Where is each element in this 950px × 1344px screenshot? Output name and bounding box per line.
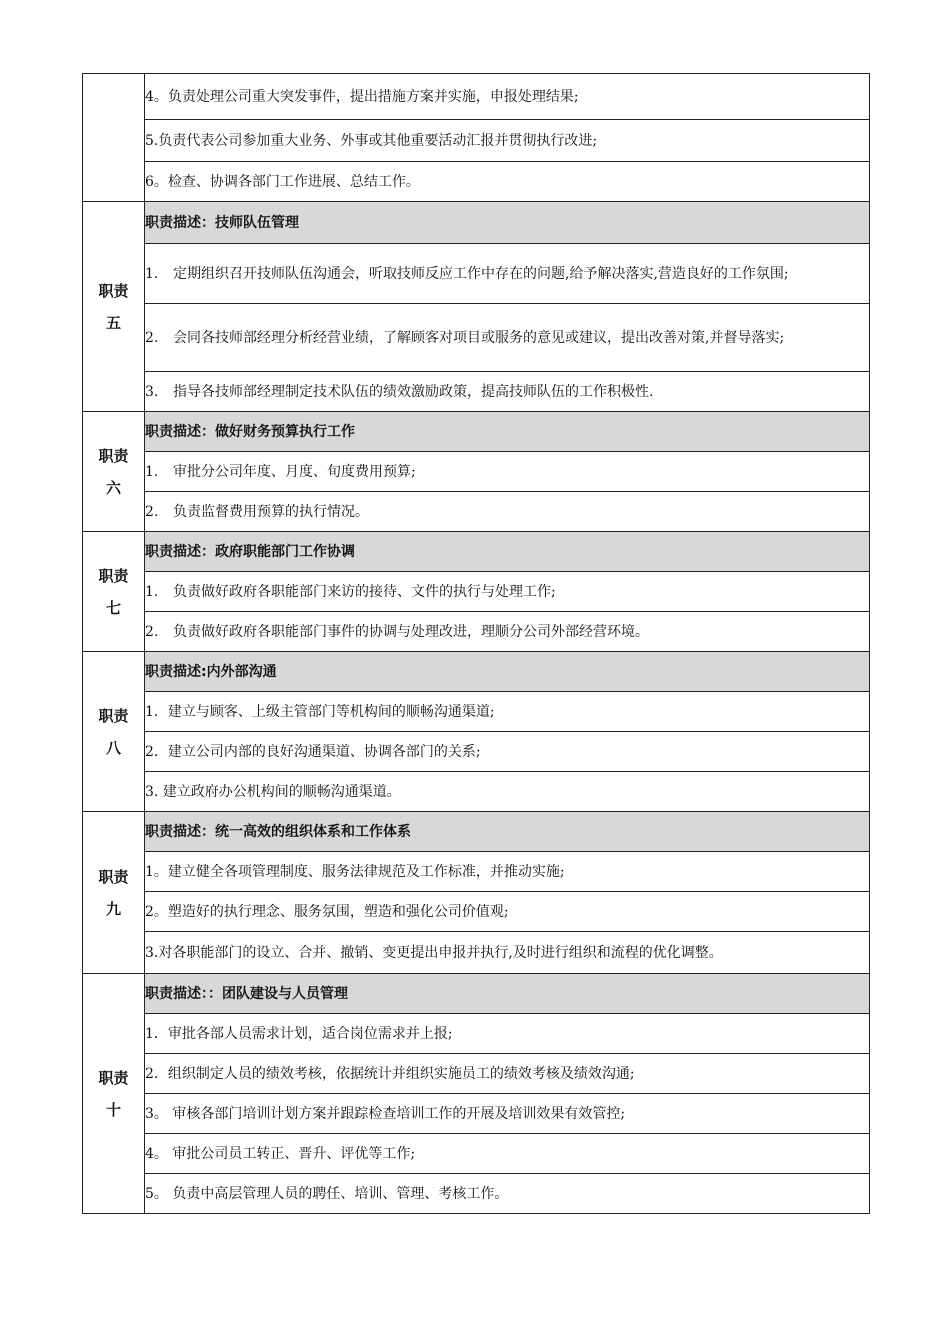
section-heading: 职责描述：政府职能部门工作协调 bbox=[145, 532, 870, 572]
duty-item-row bbox=[83, 732, 870, 772]
duty-item bbox=[145, 892, 870, 932]
section-heading: 职责描述：做好财务预算执行工作 bbox=[145, 412, 870, 452]
item-number: 2. bbox=[145, 503, 159, 520]
item-text: 审批分公司年度、月度、旬度费用预算; bbox=[173, 463, 416, 480]
duty-label bbox=[83, 74, 145, 202]
item-text: 负责做好政府各职能部门事件的协调与处理改进，理顺分公司外部经营环境。 bbox=[173, 623, 649, 640]
item-number: 3. bbox=[145, 383, 159, 400]
duty-item-row bbox=[83, 1094, 870, 1134]
duty-item-row bbox=[83, 492, 870, 532]
duty-item bbox=[145, 1094, 870, 1134]
item-text: 负责监督费用预算的执行情况。 bbox=[173, 503, 369, 520]
duty-item-row bbox=[83, 372, 870, 412]
duty-item-row bbox=[83, 304, 870, 372]
duty-table-body bbox=[83, 74, 870, 1214]
duty-item-row bbox=[83, 74, 870, 120]
duty-item bbox=[145, 1134, 870, 1174]
duty-item-row bbox=[83, 852, 870, 892]
item-text: 3. 建立政府办公机构间的顺畅沟通渠道。 bbox=[145, 783, 401, 800]
section-heading-row bbox=[83, 974, 870, 1014]
duty-label-line: 职责 bbox=[98, 1068, 129, 1087]
duty-label-line: 九 bbox=[105, 899, 121, 918]
item-text: 3。 审核各部门培训计划方案并跟踪检查培训工作的开展及培训效果有效管控; bbox=[145, 1105, 626, 1122]
item-number: 1. bbox=[145, 583, 159, 600]
duty-item-row bbox=[83, 1054, 870, 1094]
item-text: 4。负责处理公司重大突发事件，提出措施方案并实施，申报处理结果; bbox=[145, 88, 579, 105]
item-text: 会同各技师部经理分析经营业绩，了解顾客对项目或服务的意见或建议，提出改善对策,并督导落实; bbox=[173, 329, 785, 346]
item-text: 负责做好政府各职能部门来访的接待、文件的执行与处理工作; bbox=[173, 583, 556, 600]
duty-item-row bbox=[83, 162, 870, 202]
item-text: 1．建立与顾客、上级主管部门等机构间的顺畅沟通渠道; bbox=[145, 703, 495, 720]
duty-item bbox=[145, 852, 870, 892]
item-text: 定期组织召开技师队伍沟通会，听取技师反应工作中存在的问题,给予解决落实,营造良好的工作氛围; bbox=[173, 265, 789, 282]
item-number: 2. bbox=[145, 329, 159, 346]
item-text: 4。 审批公司员工转正、晋升、评优等工作; bbox=[145, 1145, 416, 1162]
section-heading: 职责描述:内外部沟通 bbox=[145, 652, 870, 692]
section-heading: 职责描述：技师队伍管理 bbox=[145, 202, 870, 244]
duty-label bbox=[83, 202, 145, 412]
duty-label bbox=[83, 532, 145, 652]
duty-item-row bbox=[83, 892, 870, 932]
duty-table bbox=[82, 73, 870, 1214]
duty-item bbox=[145, 932, 870, 974]
item-text: 指导各技师部经理制定技术队伍的绩效激励政策，提高技师队伍的工作积极性. bbox=[173, 383, 654, 400]
duty-item bbox=[145, 244, 870, 304]
duty-item bbox=[145, 162, 870, 202]
duty-item-row bbox=[83, 1134, 870, 1174]
item-number: 2. bbox=[145, 623, 159, 640]
duty-label-line: 五 bbox=[105, 313, 121, 332]
duty-item bbox=[145, 772, 870, 812]
duty-item bbox=[145, 692, 870, 732]
duty-item bbox=[145, 1174, 870, 1214]
item-number: 1. bbox=[145, 463, 159, 480]
section-heading-row bbox=[83, 812, 870, 852]
duty-item-row bbox=[83, 772, 870, 812]
duty-item bbox=[145, 492, 870, 532]
duty-label-line: 职责 bbox=[98, 446, 129, 465]
item-text: 2．组织制定人员的绩效考核，依据统计并组织实施员工的绩效考核及绩效沟通; bbox=[145, 1065, 635, 1082]
section-heading-row bbox=[83, 652, 870, 692]
item-text: 6。检查、协调各部门工作进展、总结工作。 bbox=[145, 173, 420, 190]
duty-item-row bbox=[83, 244, 870, 304]
item-text: 1．审批各部人员需求计划，适合岗位需求并上报; bbox=[145, 1025, 453, 1042]
section-heading-row bbox=[83, 532, 870, 572]
section-heading-row bbox=[83, 202, 870, 244]
duty-item bbox=[145, 732, 870, 772]
duty-label bbox=[83, 412, 145, 532]
item-text: 2．建立公司内部的良好沟通渠道、协调各部门的关系; bbox=[145, 743, 481, 760]
duty-item bbox=[145, 1014, 870, 1054]
duty-item-row bbox=[83, 1014, 870, 1054]
duty-label-line: 六 bbox=[105, 478, 121, 497]
duty-item-row bbox=[83, 692, 870, 732]
section-heading: 职责描述：：团队建设与人员管理 bbox=[145, 974, 870, 1014]
duty-label-line: 七 bbox=[105, 598, 121, 617]
duty-item-row bbox=[83, 452, 870, 492]
duty-item-row bbox=[83, 1174, 870, 1214]
duty-item bbox=[145, 372, 870, 412]
duty-label-line: 职责 bbox=[98, 281, 129, 300]
duty-item bbox=[145, 612, 870, 652]
duty-item-row bbox=[83, 932, 870, 974]
duty-item-row bbox=[83, 612, 870, 652]
duty-item bbox=[145, 120, 870, 162]
duty-item bbox=[145, 572, 870, 612]
duty-label bbox=[83, 974, 145, 1214]
duty-item bbox=[145, 1054, 870, 1094]
item-text: 5.负责代表公司参加重大业务、外事或其他重要活动汇报并贯彻执行改进; bbox=[145, 132, 598, 149]
duty-label-line: 职责 bbox=[98, 706, 129, 725]
section-heading: 职责描述：统一高效的组织体系和工作体系 bbox=[145, 812, 870, 852]
item-text: 5。 负责中高层管理人员的聘任、培训、管理、考核工作。 bbox=[145, 1185, 509, 1202]
duty-item bbox=[145, 452, 870, 492]
item-number: 1. bbox=[145, 265, 159, 282]
duty-label-line: 职责 bbox=[98, 867, 129, 886]
duty-label-line: 十 bbox=[105, 1100, 121, 1119]
item-text: 3.对各职能部门的设立、合并、撤销、变更提出申报并执行,及时进行组织和流程的优化调整。 bbox=[145, 944, 723, 961]
duty-label-line: 八 bbox=[105, 738, 121, 757]
section-heading-row bbox=[83, 412, 870, 452]
duty-item-row bbox=[83, 572, 870, 612]
duty-item bbox=[145, 74, 870, 120]
duty-label-line: 职责 bbox=[98, 566, 129, 585]
duty-item-row bbox=[83, 120, 870, 162]
item-text: 2。塑造好的执行理念、服务氛围，塑造和强化公司价值观; bbox=[145, 903, 509, 920]
duty-label bbox=[83, 652, 145, 812]
item-text: 1。建立健全各项管理制度、服务法律规范及工作标准，并推动实施; bbox=[145, 863, 565, 880]
duty-item bbox=[145, 304, 870, 372]
duty-label bbox=[83, 812, 145, 974]
